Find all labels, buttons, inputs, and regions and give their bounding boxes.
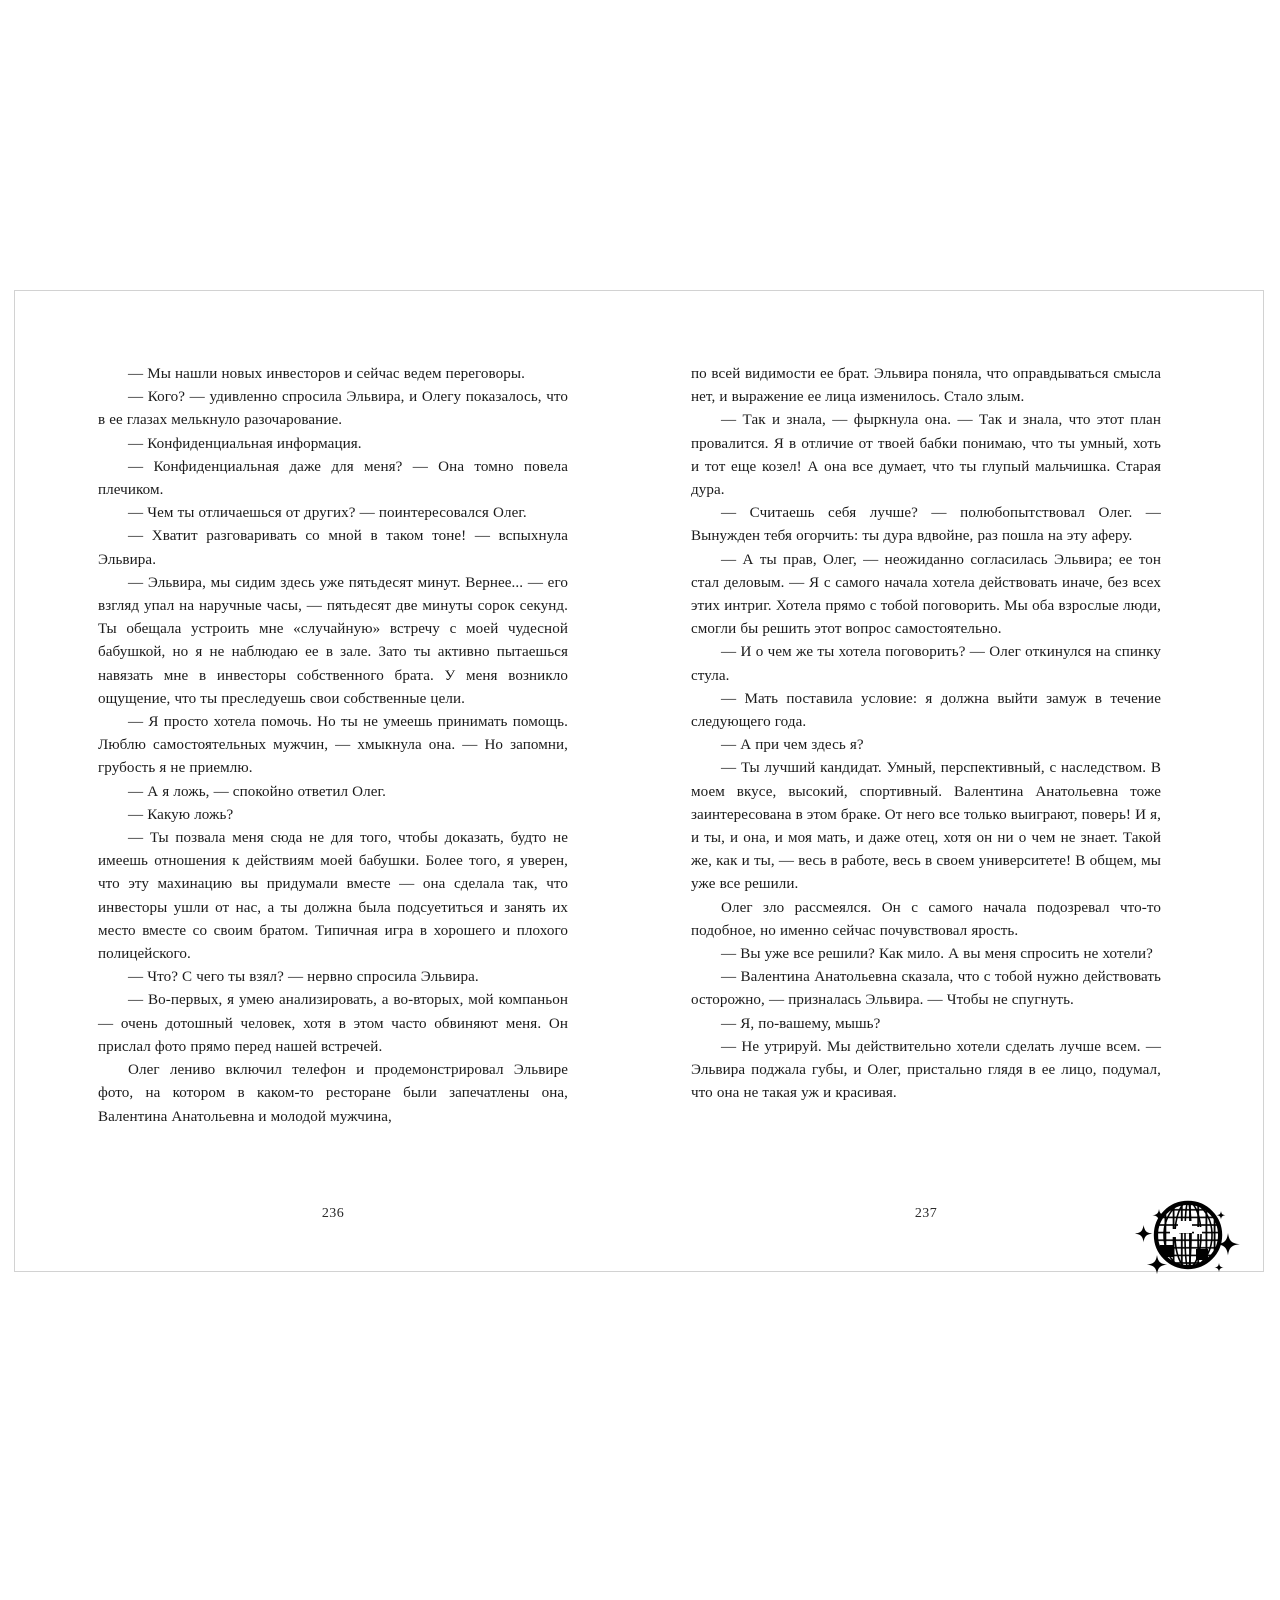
paragraph: — И о чем же ты хотела поговорить? — Олег откинулся на спинку стула. <box>691 644 1161 684</box>
paragraph: — Валентина Анатольевна сказала, что с тобой нужно действовать осторожно, — призналась Эльвира. — Чтобы не спугнуть. <box>691 969 1161 1009</box>
paragraph: по всей видимости ее брат. Эльвира поняла, что оправдываться смысла нет, и выражение ее лица изменилось. Стало злым. <box>691 366 1161 406</box>
paragraph: — Мать поставила условие: я должна выйти замуж в течение следующего года. <box>691 690 1161 731</box>
paragraph: Олег зло рассмеялся. Он с самого начала подозревал что-то подобное, но именно сейчас почувствовал ярость. <box>691 899 1161 939</box>
paragraph: — Я, по-вашему, мышь? <box>721 1015 881 1032</box>
paragraph: — А при чем здесь я? <box>721 737 864 754</box>
paragraph: — Во-первых, я умею анализировать, а во-вторых, мой компаньон — очень дотошный человек, хотя в этом часто обвиняют меня. Он прислал фото прямо перед нашей встречей. <box>98 992 568 1055</box>
paragraph: — Конфиденциальная даже для меня? — Она томно повела плечиком. <box>98 458 568 499</box>
paragraph: Олег лениво включил телефон и продемонстрировал Эльвире фото, на котором в каком-то ресторане были запечатлены она, Валентина Анатольевна и молодой мужчина, <box>98 1062 568 1125</box>
page-columns <box>15 291 1263 1271</box>
left-page-number: 236 <box>321 1206 345 1221</box>
paragraph: — Вы уже все решили? Как мило. А вы меня спросить не хотели? <box>721 946 1153 963</box>
disco-ball-icon <box>1108 1187 1250 1283</box>
paragraph: — Не утрируй. Мы действительно хотели сделать лучше всем. — Эльвира поджала губы, и Олег, пристально глядя в ее лицо, подумал, что она не такая уж и красивая. <box>691 1038 1161 1102</box>
left-page-body-text <box>98 363 568 1129</box>
paragraph: — Мы нашли новых инвесторов и сейчас ведем переговоры. <box>128 366 525 382</box>
book-page-spread <box>14 290 1264 1272</box>
left-page-text-column <box>98 363 568 1129</box>
right-page-body-text <box>691 363 1161 1106</box>
paragraph: — Ты позвала меня сюда не для того, чтобы доказать, будто не имеешь отношения к действиям моей бабушки. Более того, я уверен, что эту махинацию вы придумали вместе — она сделала так, что инвесторы ушли от нас, а ты должна была подсуетиться и занять их место вместе со своим братом. Типичная игра в хорошего и плохого полицейского. <box>98 830 568 963</box>
paragraph: — Какую ложь? <box>128 806 234 823</box>
paragraph: — А я ложь, — спокойно ответил Олег. <box>128 783 386 800</box>
paragraph: — Эльвира, мы сидим здесь уже пятьдесят минут. Вернее... — его взгляд упал на наручные часы, — пятьдесят две минуты сорок секунд. Ты обещала устроить мне «случайную» встречу с моей чудесной бабушкой, но я не наблюдаю ее в зале. Зато ты активно пытаешься навязать мне в инвесторы собственного брата. У меня возникло ощущение, что ты преследуешь свои собственные цели. <box>98 574 568 707</box>
right-page-text-column <box>691 363 1161 1106</box>
paragraph: — Я просто хотела помочь. Но ты не умеешь принимать помощь. Люблю самостоятельных мужчин, — хмыкнула она. — Но запомни, грубость я не приемлю. <box>98 714 568 777</box>
right-page-number: 237 <box>914 1206 938 1221</box>
paragraph: — Конфиденциальная информация. <box>128 435 362 452</box>
paragraph: — Хватит разговаривать со мной в таком тоне! — вспыхнула Эльвира. <box>98 528 568 568</box>
paragraph: — А ты прав, Олег, — неожиданно согласилась Эльвира; ее тон стал деловым. — Я с самого начала хотела действовать иначе, без всех этих интриг. Хотела прямо с тобой поговорить. Мы оба взрослые люди, смогли бы решить этот вопрос самостоятельно. <box>691 551 1161 638</box>
paragraph: — Считаешь себя лучше? — полюбопытствовал Олег. — Вынужден тебя огорчить: ты дура вдвойне, раз пошла на эту аферу. <box>691 505 1161 545</box>
paragraph: — Что? С чего ты взял? — нервно спросила Эльвира. <box>128 969 479 986</box>
paragraph: — Так и знала, — фыркнула она. — Так и знала, что этот план провалится. Я в отличие от твоей бабки понимаю, что ты умный, хоть и тот еще козел! А она все думает, что ты глупый мальчишка. Старая дура. <box>691 412 1161 499</box>
paragraph: — Кого? — удивленно спросила Эльвира, и Олегу показалось, что в ее глазах мелькнуло разочарование. <box>98 389 568 429</box>
paragraph: — Ты лучший кандидат. Умный, перспективный, с наследством. В моем вкусе, высокий, спортивный. Валентина Анатольевна тоже заинтересована в этом браке. От него все только выиграют, поверь! И я, и ты, и она, и моя мать, и даже отец, хотя он ни о чем не знает. Такой же, как и ты, — весь в работе, весь в своем университете! В общем, мы уже все решили. <box>691 760 1161 893</box>
paragraph: — Чем ты отличаешься от других? — поинтересовался Олег. <box>128 505 527 522</box>
